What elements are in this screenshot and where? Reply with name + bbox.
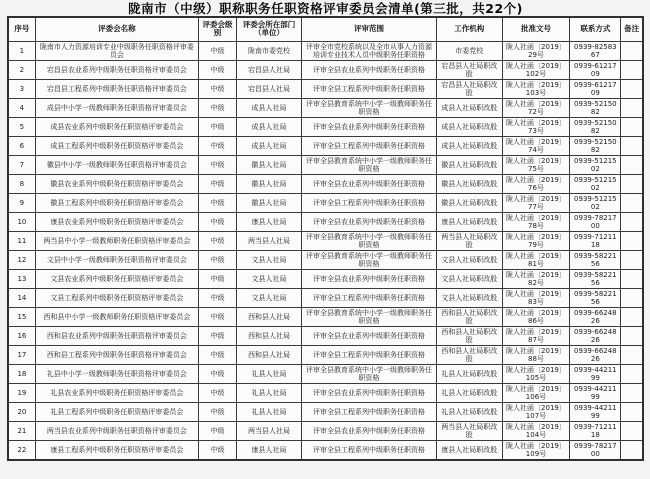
cell-dept: 徽县人社局 bbox=[237, 155, 302, 174]
cell-level: 中级 bbox=[199, 402, 237, 421]
cell-contact: 0939-7821700 bbox=[570, 212, 621, 231]
cell-doc-no: 陇人社函〔2019〕104号 bbox=[502, 421, 570, 440]
cell-level: 中级 bbox=[199, 193, 237, 212]
cell-dept: 成县人社局 bbox=[237, 98, 302, 117]
cell-scope: 评审全县工程系列中级职务任职资格 bbox=[301, 440, 436, 460]
cell-org: 康县人社局职改股 bbox=[437, 440, 502, 460]
table-row bbox=[8, 117, 643, 136]
cell-org: 文县人社局职改股 bbox=[437, 269, 502, 288]
cell-note bbox=[621, 326, 643, 345]
cell-doc-no: 陇人社函〔2019〕86号 bbox=[502, 307, 570, 326]
cell-note bbox=[621, 383, 643, 402]
table-row bbox=[8, 212, 643, 231]
table-row bbox=[8, 60, 643, 79]
cell-name: 礼县中小学一级教师职务任职资格评审委员会 bbox=[35, 364, 198, 383]
cell-dept: 成县人社局 bbox=[237, 117, 302, 136]
cell-org: 成县人社局职改股 bbox=[437, 98, 502, 117]
cell-scope: 评审全县教育系统中小学一级教师职务任职资格 bbox=[301, 98, 436, 117]
cell-name: 成县工程系列中级职务任职资格评审委员会 bbox=[35, 136, 198, 155]
cell-dept: 文县人社局 bbox=[237, 250, 302, 269]
cell-doc-no: 陇人社函〔2019〕106号 bbox=[502, 383, 570, 402]
cell-contact: 0939-5822156 bbox=[570, 250, 621, 269]
cell-doc-no: 陇人社函〔2019〕82号 bbox=[502, 269, 570, 288]
cell-level: 中级 bbox=[199, 212, 237, 231]
cell-doc-no: 陇人社函〔2019〕73号 bbox=[502, 117, 570, 136]
table-row bbox=[8, 269, 643, 288]
cell-doc-no: 陇人社函〔2019〕29号 bbox=[502, 41, 570, 60]
cell-level: 中级 bbox=[199, 440, 237, 460]
cell-doc-no: 陇人社函〔2019〕76号 bbox=[502, 174, 570, 193]
cell-dept: 礼县人社局 bbox=[237, 383, 302, 402]
table-row bbox=[8, 345, 643, 364]
column-header-index: 序号 bbox=[8, 17, 35, 41]
cell-contact: 0939-5215082 bbox=[570, 98, 621, 117]
cell-name: 康县农业系列中级职务任职资格评审委员会 bbox=[35, 212, 198, 231]
cell-note bbox=[621, 440, 643, 460]
cell-index: 17 bbox=[8, 345, 35, 364]
cell-level: 中级 bbox=[199, 155, 237, 174]
cell-index: 6 bbox=[8, 136, 35, 155]
cell-note bbox=[621, 155, 643, 174]
cell-level: 中级 bbox=[199, 364, 237, 383]
cell-scope: 评审全县教育系统中小学一级教师职务任职资格 bbox=[301, 364, 436, 383]
cell-scope: 评审全县教育系统中小学一级教师职务任职资格 bbox=[301, 155, 436, 174]
cell-org: 礼县人社局职改股 bbox=[437, 402, 502, 421]
cell-index: 18 bbox=[8, 364, 35, 383]
column-header-scope: 评审范围 bbox=[301, 17, 436, 41]
cell-level: 中级 bbox=[199, 288, 237, 307]
cell-doc-no: 陇人社函〔2019〕74号 bbox=[502, 136, 570, 155]
cell-contact: 0939-5822156 bbox=[570, 288, 621, 307]
table-row bbox=[8, 402, 643, 421]
cell-contact: 0939-8258367 bbox=[570, 41, 621, 60]
cell-scope: 评审全县农业系列中级职务任职资格 bbox=[301, 269, 436, 288]
cell-scope: 评审全县教育系统中小学一级教师职务任职资格 bbox=[301, 231, 436, 250]
cell-index: 13 bbox=[8, 269, 35, 288]
page-title: 陇南市（中级）职称职务任职资格评审委员会清单(第三批，共22个) bbox=[128, 1, 523, 16]
table-row bbox=[8, 326, 643, 345]
cell-org: 康县人社局职改股 bbox=[437, 212, 502, 231]
cell-dept: 文县人社局 bbox=[237, 269, 302, 288]
cell-org: 两当县人社局职改股 bbox=[437, 421, 502, 440]
cell-note bbox=[621, 421, 643, 440]
cell-note bbox=[621, 269, 643, 288]
cell-scope: 评审全县农业系列中级职务任职资格 bbox=[301, 421, 436, 440]
cell-contact: 0939-6624826 bbox=[570, 307, 621, 326]
cell-level: 中级 bbox=[199, 60, 237, 79]
cell-dept: 徽县人社局 bbox=[237, 174, 302, 193]
cell-dept: 两当县人社局 bbox=[237, 231, 302, 250]
cell-index: 16 bbox=[8, 326, 35, 345]
cell-contact: 0939-7821700 bbox=[570, 440, 621, 460]
table-header-row bbox=[8, 17, 643, 41]
cell-level: 中级 bbox=[199, 98, 237, 117]
cell-level: 中级 bbox=[199, 41, 237, 60]
cell-contact: 0939-5121502 bbox=[570, 174, 621, 193]
cell-name: 宕昌县农业系列中级职务任职资格评审委员会 bbox=[35, 60, 198, 79]
cell-org: 徽县人社局职改股 bbox=[437, 193, 502, 212]
cell-level: 中级 bbox=[199, 117, 237, 136]
cell-org: 文县人社局职改股 bbox=[437, 288, 502, 307]
cell-contact: 0939-7121118 bbox=[570, 421, 621, 440]
cell-index: 8 bbox=[8, 174, 35, 193]
cell-index: 11 bbox=[8, 231, 35, 250]
cell-doc-no: 陇人社函〔2019〕88号 bbox=[502, 345, 570, 364]
column-header-name: 评委会名称 bbox=[35, 17, 198, 41]
cell-name: 陇南市人力资源培训专业中级职务任职资格评审委员会 bbox=[35, 41, 198, 60]
cell-org: 徽县人社局职改股 bbox=[437, 174, 502, 193]
cell-contact: 0939-6624826 bbox=[570, 326, 621, 345]
cell-contact: 0939-5121502 bbox=[570, 155, 621, 174]
cell-dept: 西和县人社局 bbox=[237, 326, 302, 345]
cell-name: 徽县工程系列中级职务任职资格评审委员会 bbox=[35, 193, 198, 212]
cell-note bbox=[621, 79, 643, 98]
cell-doc-no: 陇人社函〔2019〕107号 bbox=[502, 402, 570, 421]
cell-note bbox=[621, 402, 643, 421]
cell-org: 宕昌县人社局职改股 bbox=[437, 60, 502, 79]
cell-index: 5 bbox=[8, 117, 35, 136]
table-body bbox=[8, 41, 643, 460]
table-row bbox=[8, 41, 643, 60]
cell-index: 7 bbox=[8, 155, 35, 174]
cell-org: 西和县人社局职改股 bbox=[437, 345, 502, 364]
table-row bbox=[8, 98, 643, 117]
cell-index: 14 bbox=[8, 288, 35, 307]
cell-name: 徽县中小学一级教师职务任职资格评审委员会 bbox=[35, 155, 198, 174]
cell-org: 成县人社局职改股 bbox=[437, 117, 502, 136]
cell-doc-no: 陇人社函〔2019〕109号 bbox=[502, 440, 570, 460]
cell-index: 20 bbox=[8, 402, 35, 421]
cell-index: 1 bbox=[8, 41, 35, 60]
column-header-dept: 评委会所在部门（单位） bbox=[237, 17, 302, 41]
cell-name: 礼县工程系列中级职务任职资格评审委员会 bbox=[35, 402, 198, 421]
cell-level: 中级 bbox=[199, 79, 237, 98]
cell-doc-no: 陇人社函〔2019〕72号 bbox=[502, 98, 570, 117]
cell-note bbox=[621, 193, 643, 212]
cell-note bbox=[621, 288, 643, 307]
cell-doc-no: 陇人社函〔2019〕102号 bbox=[502, 60, 570, 79]
cell-contact: 0939-4421199 bbox=[570, 383, 621, 402]
table-row bbox=[8, 174, 643, 193]
cell-dept: 两当县人社局 bbox=[237, 421, 302, 440]
cell-note bbox=[621, 345, 643, 364]
cell-dept: 西和县人社局 bbox=[237, 345, 302, 364]
table-row bbox=[8, 79, 643, 98]
table-row bbox=[8, 421, 643, 440]
table-row bbox=[8, 250, 643, 269]
cell-dept: 陇南市委党校 bbox=[237, 41, 302, 60]
cell-name: 成县中小学一级教师职务任职资格评审委员会 bbox=[35, 98, 198, 117]
cell-contact: 0939-5215082 bbox=[570, 117, 621, 136]
cell-dept: 宕昌县人社局 bbox=[237, 79, 302, 98]
cell-note bbox=[621, 307, 643, 326]
cell-note bbox=[621, 250, 643, 269]
table-row bbox=[8, 440, 643, 460]
table-row bbox=[8, 307, 643, 326]
table-row bbox=[8, 193, 643, 212]
cell-level: 中级 bbox=[199, 269, 237, 288]
cell-note bbox=[621, 364, 643, 383]
cell-contact: 0939-7121118 bbox=[570, 231, 621, 250]
table-row bbox=[8, 155, 643, 174]
cell-doc-no: 陇人社函〔2019〕105号 bbox=[502, 364, 570, 383]
cell-level: 中级 bbox=[199, 307, 237, 326]
cell-dept: 宕昌县人社局 bbox=[237, 60, 302, 79]
table-row bbox=[8, 136, 643, 155]
cell-note bbox=[621, 174, 643, 193]
cell-dept: 康县人社局 bbox=[237, 212, 302, 231]
cell-dept: 康县人社局 bbox=[237, 440, 302, 460]
table-row bbox=[8, 383, 643, 402]
cell-name: 文县中小学一级教师职务任职资格评审委员会 bbox=[35, 250, 198, 269]
cell-scope: 评审全县农业系列中级职务任职资格 bbox=[301, 326, 436, 345]
cell-org: 西和县人社局职改股 bbox=[437, 326, 502, 345]
cell-level: 中级 bbox=[199, 174, 237, 193]
cell-scope: 评审全县教育系统中小学一级教师职务任职资格 bbox=[301, 307, 436, 326]
cell-contact: 0939-5121502 bbox=[570, 193, 621, 212]
column-header-doc-no: 批准文号 bbox=[502, 17, 570, 41]
cell-doc-no: 陇人社函〔2019〕78号 bbox=[502, 212, 570, 231]
cell-org: 市委党校 bbox=[437, 41, 502, 60]
column-header-note: 备注 bbox=[621, 17, 643, 41]
cell-scope: 评审全县工程系列中级职务任职资格 bbox=[301, 79, 436, 98]
cell-dept: 西和县人社局 bbox=[237, 307, 302, 326]
cell-contact: 0939-5822156 bbox=[570, 269, 621, 288]
cell-org: 徽县人社局职改股 bbox=[437, 155, 502, 174]
table-row bbox=[8, 364, 643, 383]
cell-index: 21 bbox=[8, 421, 35, 440]
table-row bbox=[8, 288, 643, 307]
cell-index: 10 bbox=[8, 212, 35, 231]
cell-index: 15 bbox=[8, 307, 35, 326]
cell-doc-no: 陇人社函〔2019〕75号 bbox=[502, 155, 570, 174]
cell-scope: 评审全县农业系列中级职务任职资格 bbox=[301, 117, 436, 136]
cell-dept: 礼县人社局 bbox=[237, 402, 302, 421]
cell-name: 宕昌县工程系列中级职务任职资格评审委员会 bbox=[35, 79, 198, 98]
cell-level: 中级 bbox=[199, 383, 237, 402]
cell-doc-no: 陇人社函〔2019〕87号 bbox=[502, 326, 570, 345]
cell-scope: 评审全县农业系列中级职务任职资格 bbox=[301, 174, 436, 193]
cell-name: 文县工程系列中级职务任职资格评审委员会 bbox=[35, 288, 198, 307]
cell-note bbox=[621, 41, 643, 60]
cell-scope: 评审全县工程系列中级职务任职资格 bbox=[301, 402, 436, 421]
cell-contact: 0939-5215082 bbox=[570, 136, 621, 155]
cell-level: 中级 bbox=[199, 326, 237, 345]
cell-scope: 评审全县教育系统中小学一级教师职务任职资格 bbox=[301, 250, 436, 269]
cell-name: 成县农业系列中级职务任职资格评审委员会 bbox=[35, 117, 198, 136]
cell-name: 西和县中小学一级教师职务任职资格评审委员会 bbox=[35, 307, 198, 326]
cell-level: 中级 bbox=[199, 421, 237, 440]
cell-note bbox=[621, 98, 643, 117]
cell-contact: 0939-6121709 bbox=[570, 60, 621, 79]
cell-note bbox=[621, 212, 643, 231]
cell-contact: 0939-6121709 bbox=[570, 79, 621, 98]
cell-org: 宕昌县人社局职改股 bbox=[437, 79, 502, 98]
cell-index: 3 bbox=[8, 79, 35, 98]
cell-index: 12 bbox=[8, 250, 35, 269]
cell-level: 中级 bbox=[199, 231, 237, 250]
cell-name: 两当县中小学一级教师职务任职资格评审委员会 bbox=[35, 231, 198, 250]
cell-index: 9 bbox=[8, 193, 35, 212]
cell-doc-no: 陇人社函〔2019〕83号 bbox=[502, 288, 570, 307]
cell-scope: 评审全县工程系列中级职务任职资格 bbox=[301, 136, 436, 155]
cell-name: 徽县农业系列中级职务任职资格评审委员会 bbox=[35, 174, 198, 193]
column-header-level: 评委会级别 bbox=[199, 17, 237, 41]
cell-index: 2 bbox=[8, 60, 35, 79]
cell-index: 19 bbox=[8, 383, 35, 402]
cell-doc-no: 陇人社函〔2019〕77号 bbox=[502, 193, 570, 212]
cell-doc-no: 陇人社函〔2019〕79号 bbox=[502, 231, 570, 250]
cell-level: 中级 bbox=[199, 250, 237, 269]
cell-index: 22 bbox=[8, 440, 35, 460]
cell-index: 4 bbox=[8, 98, 35, 117]
cell-name: 礼县农业系列中级职务任职资格评审委员会 bbox=[35, 383, 198, 402]
cell-dept: 礼县人社局 bbox=[237, 364, 302, 383]
cell-scope: 评审全县农业系列中级职务任职资格 bbox=[301, 383, 436, 402]
cell-scope: 评审全县工程系列中级职务任职资格 bbox=[301, 288, 436, 307]
cell-name: 康县工程系列中级职务任职资格评审委员会 bbox=[35, 440, 198, 460]
table-row bbox=[8, 231, 643, 250]
cell-contact: 0939-4421199 bbox=[570, 364, 621, 383]
cell-note bbox=[621, 60, 643, 79]
cell-name: 文县农业系列中级职务任职资格评审委员会 bbox=[35, 269, 198, 288]
cell-scope: 评审全县工程系列中级职务任职资格 bbox=[301, 345, 436, 364]
column-header-org: 工作机构 bbox=[437, 17, 502, 41]
cell-org: 两当县人社局职改股 bbox=[437, 231, 502, 250]
cell-dept: 成县人社局 bbox=[237, 136, 302, 155]
cell-doc-no: 陇人社函〔2019〕81号 bbox=[502, 250, 570, 269]
cell-org: 礼县人社局职改股 bbox=[437, 383, 502, 402]
cell-contact: 0939-4421199 bbox=[570, 402, 621, 421]
cell-dept: 徽县人社局 bbox=[237, 193, 302, 212]
cell-org: 西和县人社局职改股 bbox=[437, 307, 502, 326]
cell-org: 礼县人社局职改股 bbox=[437, 364, 502, 383]
cell-level: 中级 bbox=[199, 136, 237, 155]
cell-scope: 评审全市党校系统以及全市从事人力资源培训专业技术人员中级职务任职资格 bbox=[301, 41, 436, 60]
cell-name: 两当县农业系列中级职务任职资格评审委员会 bbox=[35, 421, 198, 440]
cell-org: 文县人社局职改股 bbox=[437, 250, 502, 269]
cell-doc-no: 陇人社函〔2019〕103号 bbox=[502, 79, 570, 98]
cell-dept: 文县人社局 bbox=[237, 288, 302, 307]
cell-level: 中级 bbox=[199, 345, 237, 364]
cell-name: 西和县农业系列中级职务任职资格评审委员会 bbox=[35, 326, 198, 345]
column-header-contact: 联系方式 bbox=[570, 17, 621, 41]
cell-scope: 评审全县工程系列中级职务任职资格 bbox=[301, 193, 436, 212]
committee-table bbox=[7, 16, 644, 461]
cell-note bbox=[621, 117, 643, 136]
cell-scope: 评审全县农业系列中级职务任职资格 bbox=[301, 60, 436, 79]
cell-note bbox=[621, 136, 643, 155]
cell-name: 西和县工程系列中级职务任职资格评审委员会 bbox=[35, 345, 198, 364]
cell-org: 成县人社局职改股 bbox=[437, 136, 502, 155]
cell-scope: 评审全县农业系列中级职务任职资格 bbox=[301, 212, 436, 231]
cell-note bbox=[621, 231, 643, 250]
cell-contact: 0939-6624826 bbox=[570, 345, 621, 364]
